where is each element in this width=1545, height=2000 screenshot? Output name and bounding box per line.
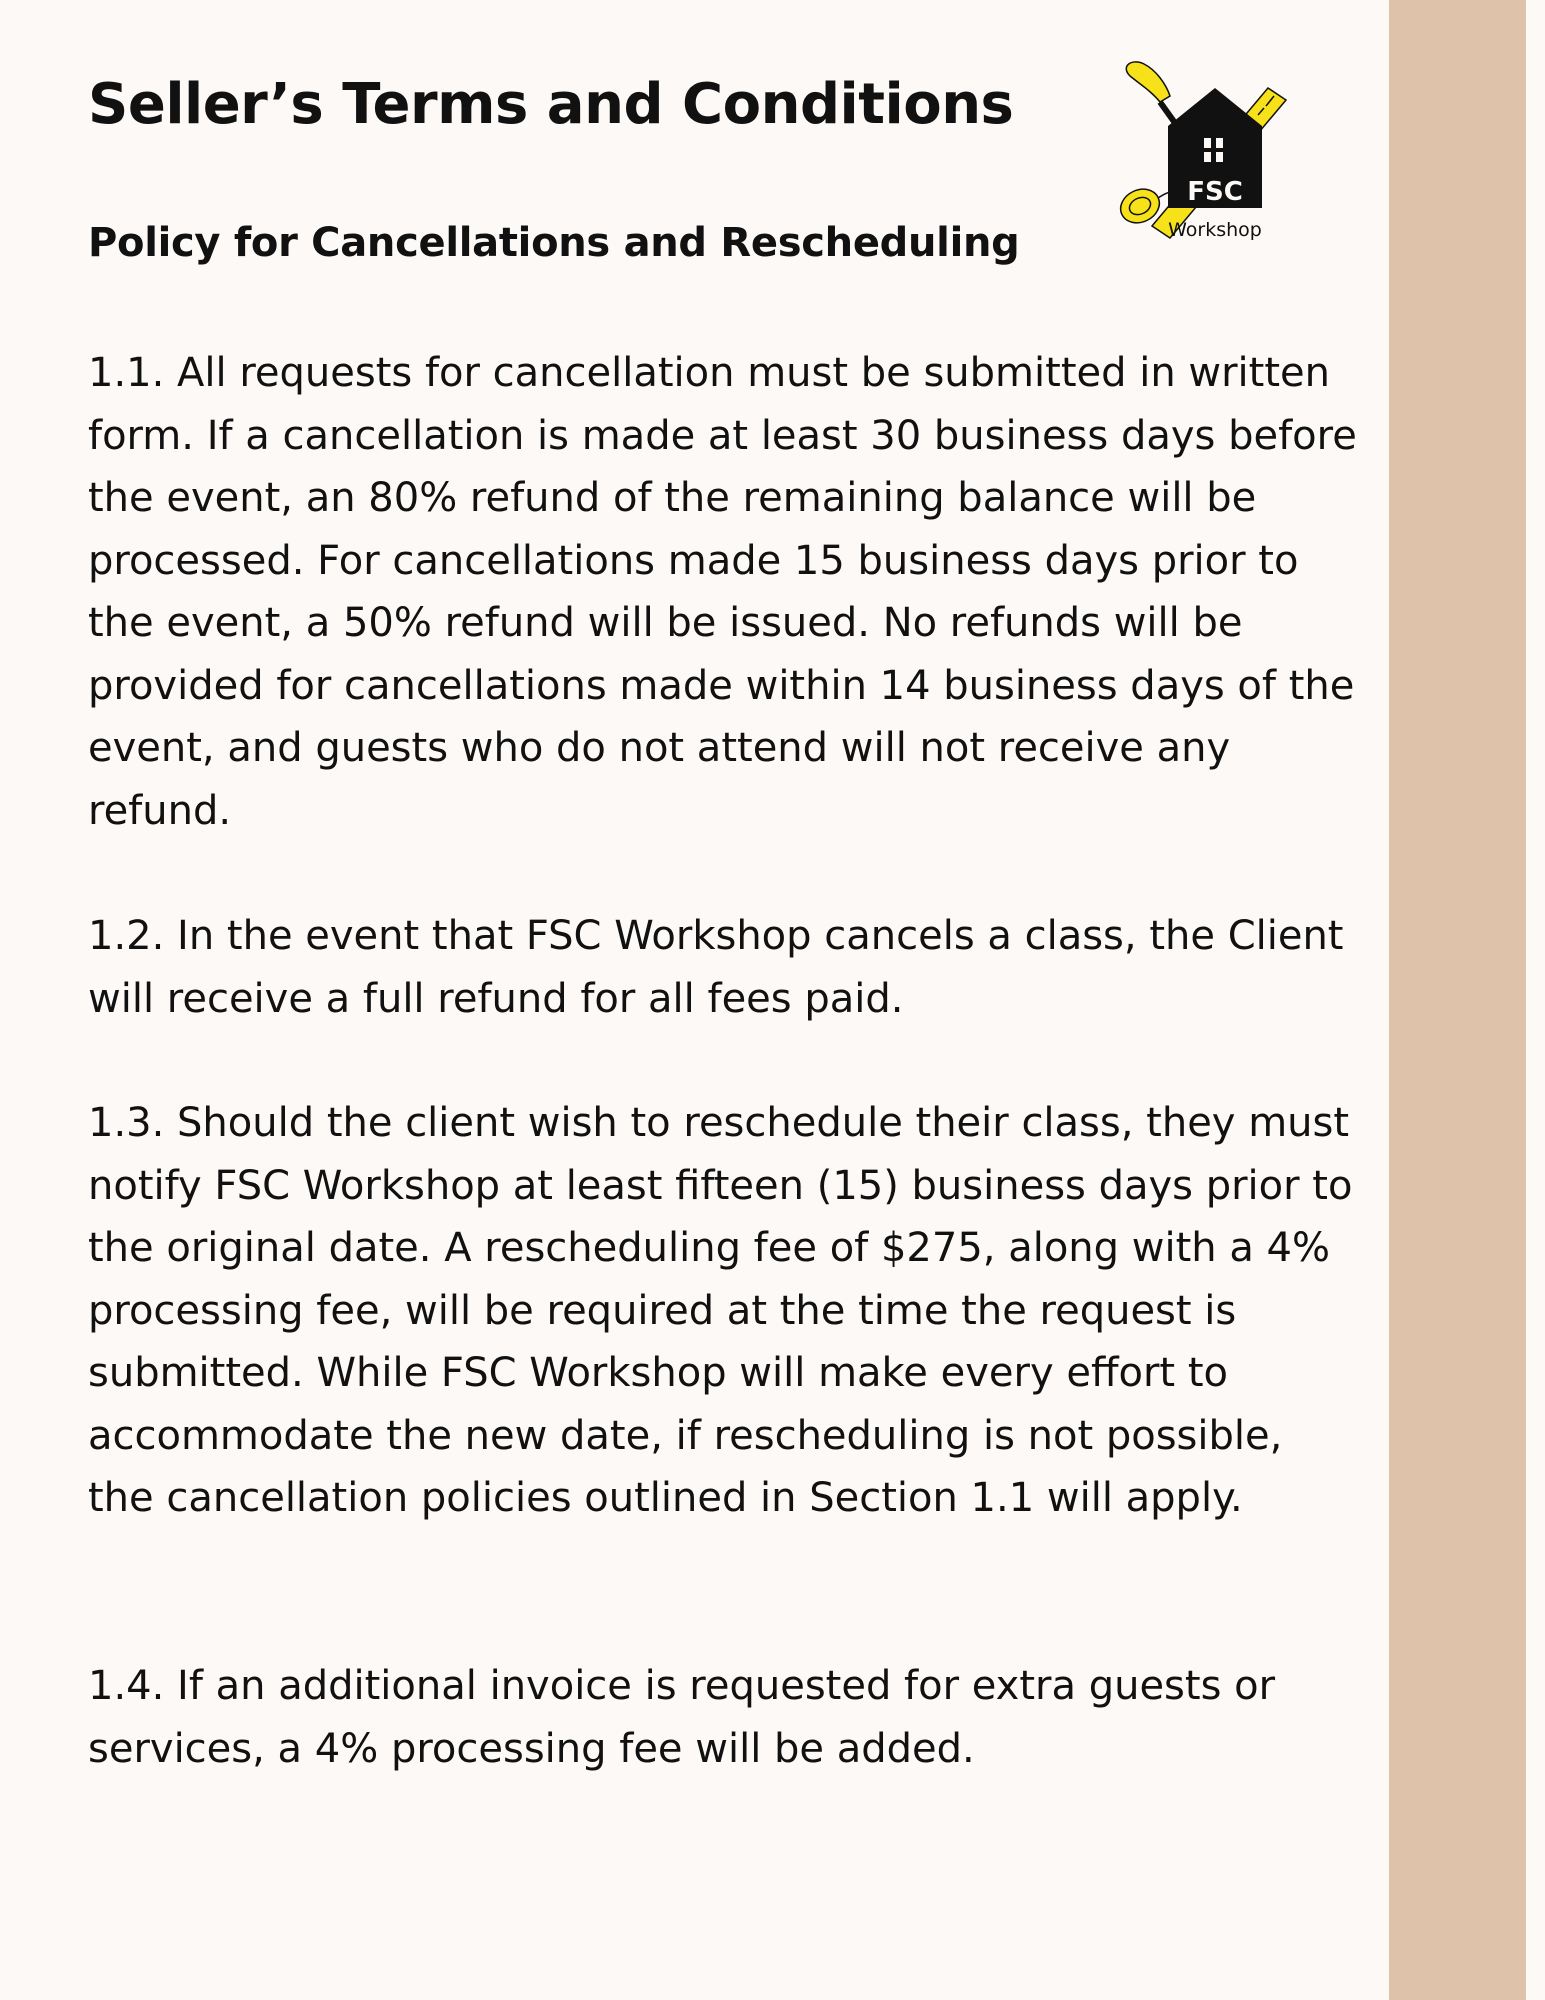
section-heading: Policy for Cancellations and Rescheduling: [88, 220, 1020, 266]
page-right-margin: [1526, 0, 1545, 2000]
paragraph-1-3: 1.3. Should the client wish to reschedule their class, they must notify FSC Workshop at least fifteen (15) business days prior to the original date. A rescheduling fee of $275, along with a 4% processing fee, will be required at the time the request is submitted. While FSC Workshop will make every effort to accommodate the new date, if rescheduling is not possible, the cancellation policies outlined in Section 1.1 will apply.: [88, 1100, 1353, 1521]
paragraph-1-1: 1.1. All requests for cancellation must be submitted in written form. If a cancellation is made at least 30 business days before the event, an 80% refund of the remaining balance will be processed. For cancellations made 15 business days prior to the event, a 50% refund will be issued. No refunds will be provided for cancellations made within 14 business days of the event, and guests who do not attend will not receive any refund.: [88, 350, 1357, 834]
decorative-side-band: [1389, 0, 1526, 2000]
logo-subtitle: Workshop: [1168, 219, 1262, 241]
logo-brand: FSC: [1187, 177, 1243, 207]
fsc-workshop-logo: [1110, 58, 1320, 248]
house-icon: [1168, 88, 1262, 208]
page-title: Seller’s Terms and Conditions: [88, 72, 1014, 137]
paragraph-1-4: 1.4. If an additional invoice is requested for extra guests or services, a 4% processing fee will be added.: [88, 1663, 1276, 1772]
paragraph-1-2: 1.2. In the event that FSC Workshop cancels a class, the Client will receive a full refund for all fees paid.: [88, 913, 1344, 1022]
